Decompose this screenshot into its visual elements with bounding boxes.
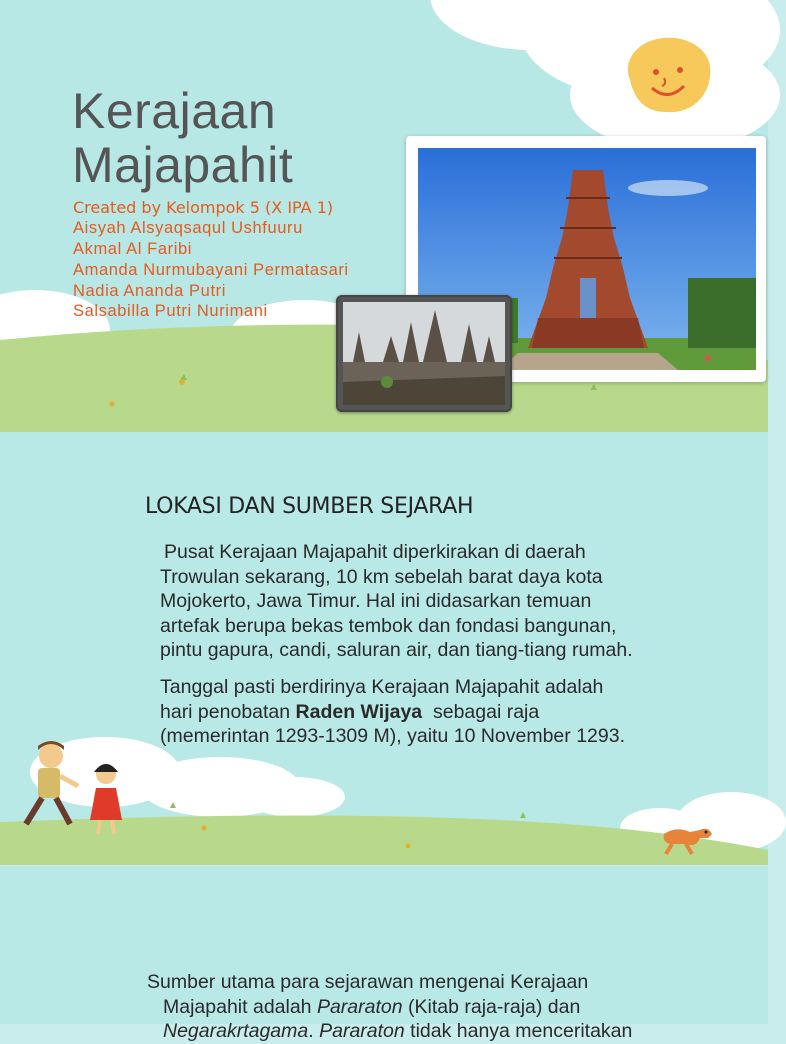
children-illustration <box>16 738 136 842</box>
page-title <box>72 84 293 192</box>
dog-illustration <box>656 820 716 856</box>
member-name: Salsabilla Putri Nurimani <box>73 302 268 320</box>
text-span: hari penobatan <box>160 700 296 723</box>
text-span: Majapahit adalah <box>163 995 317 1018</box>
paragraph-line: Tanggal pasti berdirinya Kerajaan Majapahit adalah <box>160 676 604 698</box>
prambanan-temple-image <box>343 302 505 405</box>
paragraph-line <box>160 700 750 725</box>
text-span: . <box>308 1020 320 1042</box>
title-line-1: Kerajaan <box>72 83 277 139</box>
paragraph-line: Mojokerto, Jawa Timur. Hal ini didasarkan temuan <box>160 590 592 612</box>
paragraph-line: artefak berupa bekas tembok dan fondasi bangunan, <box>160 614 617 637</box>
title-line-2: Majapahit <box>72 137 294 193</box>
title-slide <box>0 0 768 432</box>
pararaton-title: Pararaton <box>319 1020 405 1042</box>
member-name: Amanda Nurmubayani Permatasari <box>73 261 349 279</box>
content-slide <box>0 432 768 865</box>
paragraph-line: Sumber utama para sejarawan mengenai Kerajaan <box>147 971 589 993</box>
pararaton-title: Pararaton <box>316 995 403 1018</box>
paragraph-line: Pusat Kerajaan Majapahit diperkirakan di daerah <box>164 541 586 563</box>
paragraph-line: pintu gapura, candi, saluran air, dan tiang-tiang rumah. <box>160 639 633 661</box>
text-span: (Kitab raja-raja) dan <box>402 995 581 1018</box>
member-name: Akmal Al Faribi <box>73 240 193 258</box>
paragraph-2 <box>160 675 750 749</box>
section-heading: LOKASI DAN SUMBER SEJARAH <box>145 494 474 519</box>
sun-icon <box>618 32 718 118</box>
paragraph-line <box>147 1019 757 1044</box>
paragraph-1 <box>160 540 750 663</box>
text-span: tidak hanya menceritakan <box>404 1020 633 1042</box>
content-slide-3 <box>0 866 768 1042</box>
raden-wijaya-name: Raden Wijaya <box>295 700 423 723</box>
member-name: Nadia Ananda Putri <box>73 282 226 300</box>
created-by: Created by Kelompok 5 (X IPA 1) <box>73 198 334 217</box>
negarakrtagama-title: Negarakrtagama <box>163 1020 309 1042</box>
paragraph-line <box>147 995 757 1020</box>
member-name: Aisyah Alsyaqsaqul Ushfuuru <box>73 219 303 237</box>
paragraph-line: Trowulan sekarang, 10 km sebelah barat daya kota <box>160 565 603 588</box>
prambanan-photo-frame <box>336 295 512 412</box>
paragraph-3 <box>147 970 757 1044</box>
text-span: sebagai raja <box>422 700 540 723</box>
paragraph-line: (memerintan 1293-1309 M), yaitu 10 November 1293. <box>160 725 625 747</box>
